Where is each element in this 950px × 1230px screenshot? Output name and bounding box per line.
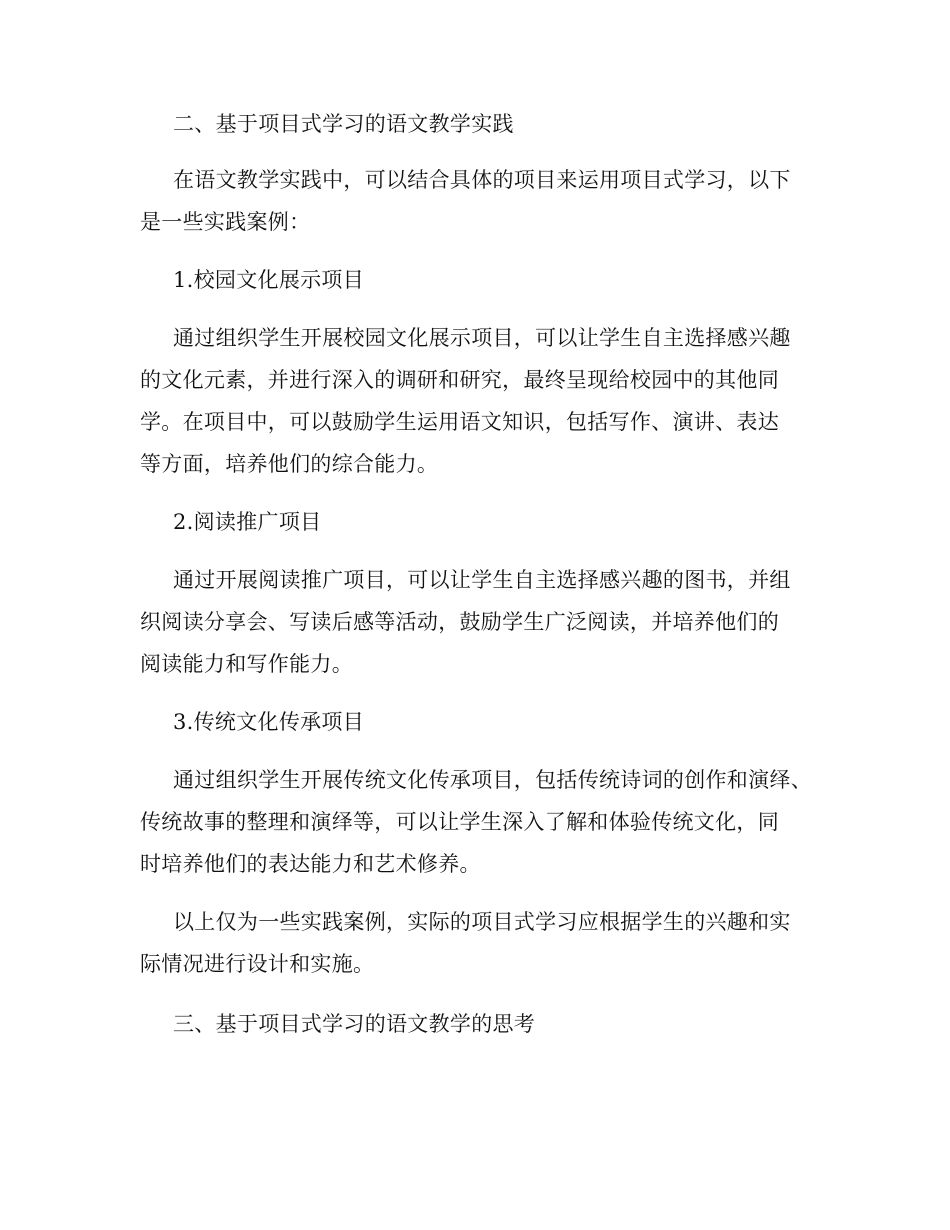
paragraph-item-1-line-2: 的文化元素，并进行深入的调研和研究，最终呈现给校园中的其他同 [140, 368, 779, 392]
item-heading-1: 1.校园文化展示项目 [173, 268, 365, 292]
paragraph-item-2-line-1: 通过开展阅读推广项目，可以让学生自主选择感兴趣的图书，并组 [173, 568, 791, 592]
paragraph-item-1-line-3: 学。在项目中，可以鼓励学生运用语文知识，包括写作、演讲、表达 [140, 410, 779, 434]
section-heading-3: 三、基于项目式学习的语文教学的思考 [173, 1012, 536, 1036]
item-heading-2: 2.阅读推广项目 [173, 510, 322, 534]
item-heading-3: 3.传统文化传承项目 [173, 710, 365, 734]
section-heading-2: 二、基于项目式学习的语文教学实践 [173, 112, 514, 136]
paragraph-intro-line-1: 在语文教学实践中，可以结合具体的项目来运用项目式学习，以下 [173, 168, 791, 192]
paragraph-item-3-line-2: 传统故事的整理和演绎等，可以让学生深入了解和体验传统文化，同 [140, 810, 779, 834]
paragraph-intro-line-2: 是一些实践案例： [140, 210, 311, 234]
paragraph-item-2-line-2: 织阅读分享会、写读后感等活动，鼓励学生广泛阅读，并培养他们的 [140, 610, 779, 634]
paragraph-summary-line-2: 际情况进行设计和实施。 [140, 952, 375, 976]
paragraph-summary-line-1: 以上仅为一些实践案例，实际的项目式学习应根据学生的兴趣和实 [173, 910, 791, 934]
paragraph-item-3-line-3: 时培养他们的表达能力和艺术修养。 [140, 852, 481, 876]
paragraph-item-2-line-3: 阅读能力和写作能力。 [140, 652, 353, 676]
paragraph-item-3-line-1: 通过组织学生开展传统文化传承项目，包括传统诗词的创作和演绎、 [173, 768, 812, 792]
paragraph-item-1-line-1: 通过组织学生开展校园文化展示项目，可以让学生自主选择感兴趣 [173, 326, 791, 350]
paragraph-item-1-line-4: 等方面，培养他们的综合能力。 [140, 452, 439, 476]
